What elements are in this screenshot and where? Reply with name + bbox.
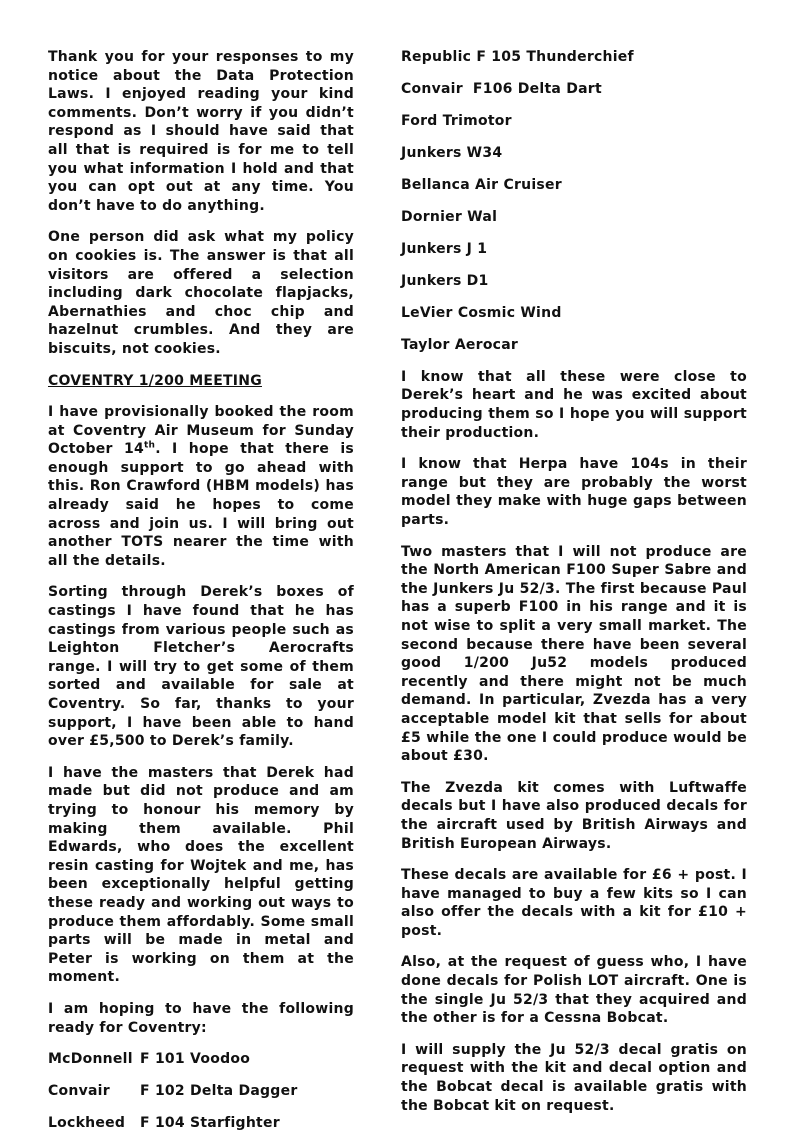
kit-list-item: Junkers D1 (401, 272, 489, 289)
right-column (401, 48, 747, 1128)
kit-list-item: Junkers W34 (401, 144, 503, 161)
derek-heart-paragraph: I know that all these were close to Derek’s heart and he was excited about producing them so I hope you will support their production. (401, 368, 747, 441)
kit-list-item (48, 1050, 354, 1069)
kit-list-item (401, 80, 747, 99)
meeting-text-b: . I hope that there is enough support to go ahead with this. Ron Crawford (HBM models) has already said he hopes to come across and join us. I will bring out another TOTS nearer the time with all the details. (48, 441, 355, 569)
kit-model: F106 Delta Dart (472, 80, 602, 97)
left-column (48, 48, 354, 1146)
masters-paragraph: I have the masters that Derek had made but did not produce and am trying to honour his memory by making them available. Phil Edwards, who does the excellent resin casting for Wojtek and me, has been exceptionally helpful getting these ready and working out ways to produce them affordably. Some small parts will be made in metal and Peter is working on them at the moment. (48, 764, 354, 986)
kit-list-item (401, 48, 747, 67)
kit-maker: Convair (401, 80, 463, 97)
gratis-paragraph: I will supply the Ju 52/3 decal gratis on request with the kit and decal option and the Bobcat decal is available gratis with the Bobcat kit on request. (401, 1041, 747, 1114)
meeting-paragraph (48, 403, 354, 570)
kit-model: F 105 Thunderchief (476, 49, 634, 65)
kit-model: F 101 Voodoo (140, 1051, 251, 1068)
data-protection-paragraph: Thank you for your responses to my notice about the Data Protection Laws. I enjoyed reading your kind comments. Don’t worry if you didn’t respond as I should have said that all that is required is for me to tell you what information I hold and that you can opt out at any time. You don’t have to do anything. (48, 49, 354, 214)
kit-maker: Republic (401, 49, 472, 65)
meeting-text-a: I have provisionally booked the room at Coventry Air Museum for Sunday October 14 (48, 404, 354, 458)
lot-decals-paragraph: Also, at the request of guess who, I have done decals for Polish LOT aircraft. One is the single Ju 52/3 that they acquired and the other is for a Cessna Bobcat. (401, 954, 747, 1027)
kit-list-item: Taylor Aerocar (401, 336, 519, 353)
castings-paragraph: Sorting through Derek’s boxes of castings I have found that he has castings from various people such as Leighton Fletcher’s Aerocrafts range. I will try to get some of them sorted and available for sale at Coventry. So far, thanks to your support, I have been able to hand over £5,500 to Derek’s family. (48, 584, 354, 750)
kit-list-item: Junkers J 1 (401, 240, 488, 257)
kit-list-item: Bellanca Air Cruiser (401, 176, 562, 193)
kit-maker: McDonnell (48, 1051, 133, 1068)
kit-list-item (48, 1114, 354, 1133)
kit-list-item (48, 1082, 354, 1101)
herpa-paragraph: I know that Herpa have 104s in their range but they are probably the worst model they make with huge gaps between parts. (401, 456, 747, 528)
kit-model: F 104 Starfighter (140, 1115, 280, 1132)
zvezda-decals-paragraph: The Zvezda kit comes with Luftwaffe decals but I have also produced decals for the aircraft used by British Airways and British European Airways. (401, 779, 747, 852)
section-heading: COVENTRY 1/200 MEETING (48, 372, 262, 389)
kit-maker: Convair (48, 1083, 110, 1100)
decal-prices-paragraph: These decals are available for £6 + post. I have managed to buy a few kits so I can also offer the decals with a kit for £10 + post. (401, 867, 747, 939)
ready-list-intro: I am hoping to have the following ready for Coventry: (48, 1000, 354, 1036)
cookies-paragraph: One person did ask what my policy on cookies is. The answer is that all visitors are offered a selection including dark chocolate flapjacks, Abernathies and choc chip and hazelnut crumbles. And they are biscuits, not cookies. (48, 229, 354, 357)
ordinal-suffix: th (143, 440, 156, 451)
kit-model: F 102 Delta Dagger (140, 1083, 298, 1100)
kit-list-item: LeVier Cosmic Wind (401, 304, 562, 321)
kit-list-item: Dornier Wal (401, 208, 498, 225)
masters-not-produced-paragraph: Two masters that I will not produce are the North American F100 Super Sabre and the Junkers Ju 52/3. The first because Paul has a superb F100 in his range and it is not wise to split a very small market. The second because there have been several good 1/200 Ju52 models produced recently and there might not be much demand. In particular, Zvezda has a very acceptable model kit that sells for about £5 while the one I could produce would be about £30. (401, 543, 747, 765)
kit-maker: Lockheed (48, 1115, 126, 1132)
kit-list-item: Ford Trimotor (401, 112, 512, 129)
